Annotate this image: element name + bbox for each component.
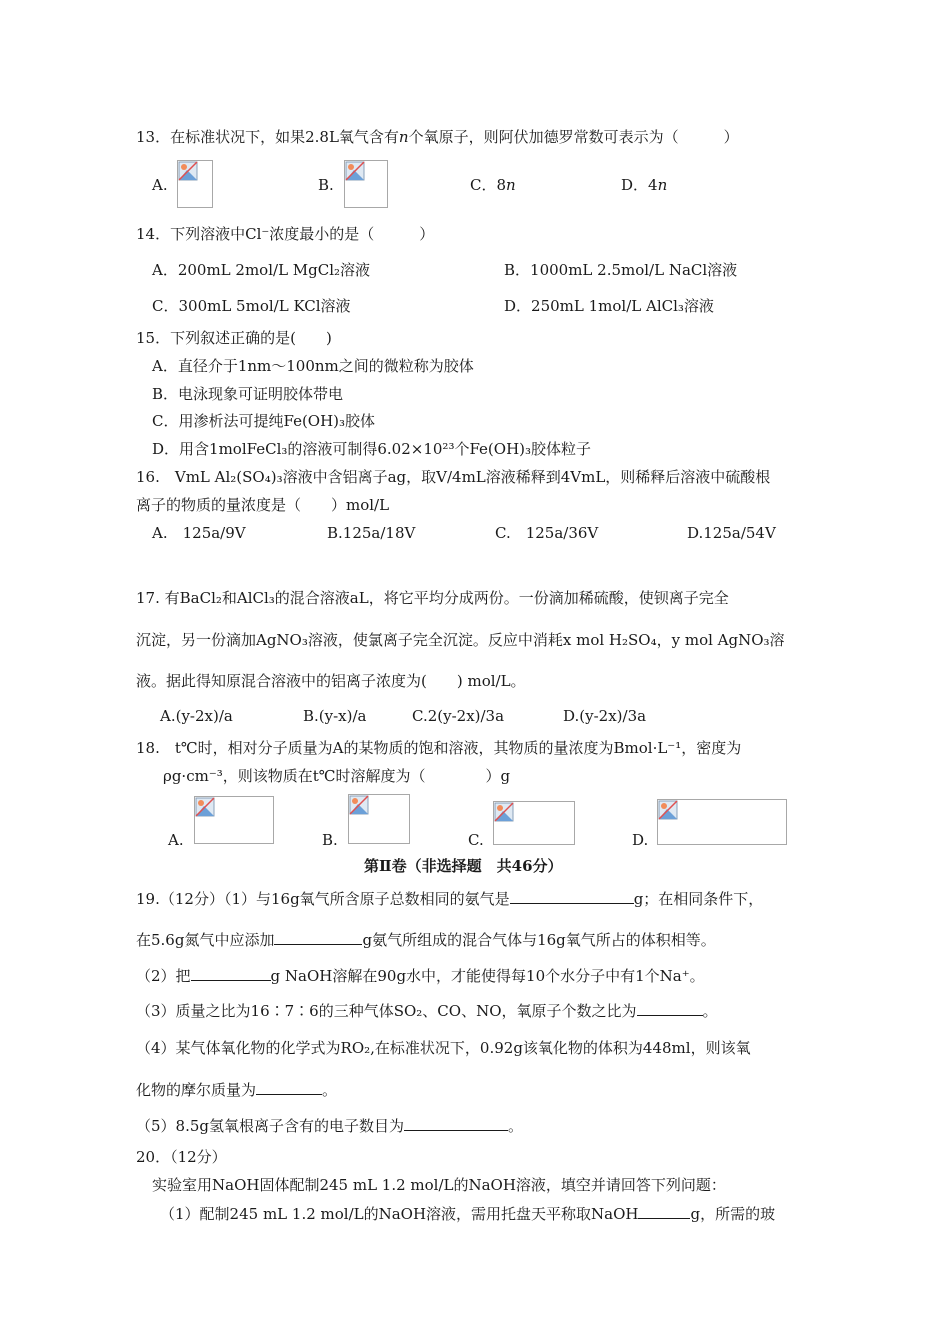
q18-option-b-label: B. (322, 831, 338, 849)
q18-option-d-label: D. (632, 831, 649, 849)
q19-blank-2[interactable] (274, 929, 362, 945)
broken-image-icon (349, 795, 369, 815)
q20-title: 20．（12分） (136, 1148, 227, 1166)
q15-option-d: D．用含1molFeCl₃的溶液可制得6.02×10²³个Fe(OH)₃胶体粒子 (152, 440, 592, 458)
q17-option-d: D.(y-2x)/3a (563, 707, 647, 725)
q19-blank-1[interactable] (510, 888, 634, 904)
q18-option-d-image (657, 799, 787, 845)
q18-option-c-image (493, 801, 575, 845)
broken-image-icon (345, 161, 365, 181)
broken-image-icon (178, 161, 198, 181)
q16-option-d: D.125a/54V (687, 524, 776, 542)
q20-line-2-text: （1）配制245 mL 1.2 mol/L的NaOH溶液，需用托盘天平称取NaOH (160, 1205, 639, 1223)
q19-blank-4[interactable] (637, 1000, 703, 1016)
q13-option-d-var: n (657, 176, 668, 194)
q16-line-1: 16. VmL Al₂(SO₄)₃溶液中含铝离子ag，取V/4mL溶液稀释到4VmL，则稀释后溶液中硫酸根 (136, 468, 771, 486)
q14-stem: 14．下列溶液中Cl⁻浓度最小的是（ ） (136, 225, 435, 243)
q13-option-b-image (344, 160, 388, 208)
q20-line-2 (160, 1203, 775, 1224)
broken-image-icon (195, 797, 215, 817)
q13-option-b-label: B. (318, 176, 334, 194)
q17-option-b: B.(y-x)/a (303, 707, 367, 725)
q13-var: n (398, 128, 409, 146)
q19-blank-6[interactable] (404, 1115, 508, 1131)
q13-option-d-text: D．4 (621, 176, 658, 194)
q14-option-c: C．300mL 5mol/L KCl溶液 (152, 297, 351, 315)
q20-blank-1[interactable] (638, 1203, 690, 1219)
q19-line-1-text: 19.（12分）（1）与16g氧气所含原子总数相同的氨气是 (136, 890, 510, 908)
q13-option-c-text: C．8 (470, 176, 507, 194)
q19-line-6-text: 化物的摩尔质量为 (136, 1081, 257, 1099)
broken-image-icon (658, 800, 678, 820)
q17-option-a: A.(y-2x)/a (160, 707, 233, 725)
q14-option-a: A．200mL 2mol/L MgCl₂溶液 (152, 261, 371, 279)
broken-image-icon (494, 802, 514, 822)
q13-option-a-image (177, 160, 213, 208)
q19-line-3 (136, 965, 705, 986)
q16-option-b: B.125a/18V (327, 524, 416, 542)
q19-line-4-text: （3）质量之比为16∶7∶6的三种气体SO₂、CO、NO，氧原子个数之比为 (136, 1002, 637, 1020)
q15-option-a: A．直径介于1nm～100nm之间的微粒称为胶体 (152, 357, 474, 375)
q17-line-1: 17. 有BaCl₂和AlCl₃的混合溶液aL，将它平均分成两份。一份滴加稀硫酸，使钡离子完全 (136, 589, 729, 607)
q13-option-c (470, 175, 516, 195)
q13-stem-end: 个氧原子，则阿伏加德罗常数可表示为（ ） (408, 128, 739, 146)
q20-line-1: 实验室用NaOH固体配制245 mL 1.2 mol/L的NaOH溶液，填空并请回答下列问题： (152, 1176, 726, 1194)
q15-stem: 15．下列叙述正确的是( ) (136, 329, 332, 347)
q19-line-2 (136, 929, 716, 950)
q18-line-2: ρg·cm⁻³，则该物质在t℃时溶解度为（ ）g (163, 767, 511, 785)
q19-line-1 (136, 888, 763, 909)
q19-line-4-end: 。 (702, 1002, 718, 1020)
q19-line-1-end: g；在相同条件下， (633, 890, 764, 908)
q13-stem (136, 127, 739, 147)
q17-line-2: 沉淀，另一份滴加AgNO₃溶液，使氯离子完全沉淀。反应中消耗x mol H₂SO₄，y mol AgNO₃溶 (136, 631, 785, 649)
q13-option-d (621, 175, 667, 195)
q19-line-6 (136, 1079, 337, 1100)
q20-line-2-end: g，所需的玻 (690, 1205, 776, 1223)
q18-option-c-label: C. (468, 831, 484, 849)
q13-stem-text: 13．在标准状况下，如果2.8L氧气含有 (136, 128, 399, 146)
q19-line-2-end: g氨气所组成的混合气体与16g氧气所占的体积相等。 (362, 931, 716, 949)
q19-line-3-text: （2）把 (136, 967, 191, 985)
q16-option-a: A. 125a/9V (152, 524, 246, 542)
q19-line-7 (136, 1115, 523, 1136)
q18-option-a-image (194, 796, 274, 844)
q19-blank-5[interactable] (256, 1079, 322, 1095)
q13-option-a-label: A. (152, 176, 168, 194)
q19-blank-3[interactable] (191, 965, 271, 981)
q14-option-d: D．250mL 1mol/L AlCl₃溶液 (504, 297, 714, 315)
q13-option-c-var: n (506, 176, 516, 194)
q19-line-3-end: g NaOH溶解在90g水中，才能使得每10个水分子中有1个Na⁺。 (270, 967, 705, 985)
q15-option-b: B．电泳现象可证明胶体带电 (152, 385, 344, 403)
q17-line-3: 液。据此得知原混合溶液中的铝离子浓度为( ) mol/L。 (136, 672, 526, 690)
q16-option-c: C. 125a/36V (495, 524, 599, 542)
q14-option-b: B．1000mL 2.5mol/L NaCl溶液 (504, 261, 738, 279)
q18-line-1: 18. t℃时，相对分子质量为A的某物质的饱和溶液，其物质的量浓度为Bmol·L⁻¹，密度为 (136, 739, 742, 757)
q18-option-b-image (348, 794, 410, 844)
q19-line-4 (136, 1000, 718, 1021)
q19-line-6-end: 。 (322, 1081, 338, 1099)
q16-line-2: 离子的物质的量浓度是（ ）mol/L (136, 496, 390, 514)
q19-line-7-end: 。 (508, 1117, 524, 1135)
q18-option-a-label: A. (168, 831, 184, 849)
q19-line-5: （4）某气体氧化物的化学式为RO₂,在标准状况下，0.92g该氧化物的体积为448ml，则该氧 (136, 1039, 751, 1057)
q19-line-7-text: （5）8.5g氢氧根离子含有的电子数目为 (136, 1117, 405, 1135)
q17-option-c: C.2(y-2x)/3a (412, 707, 505, 725)
q19-line-2-text: 在5.6g氮气中应添加 (136, 931, 275, 949)
section-2-heading: 第Ⅱ卷（非选择题 共46分） (364, 857, 563, 875)
q15-option-c: C．用渗析法可提纯Fe(OH)₃胶体 (152, 412, 376, 430)
